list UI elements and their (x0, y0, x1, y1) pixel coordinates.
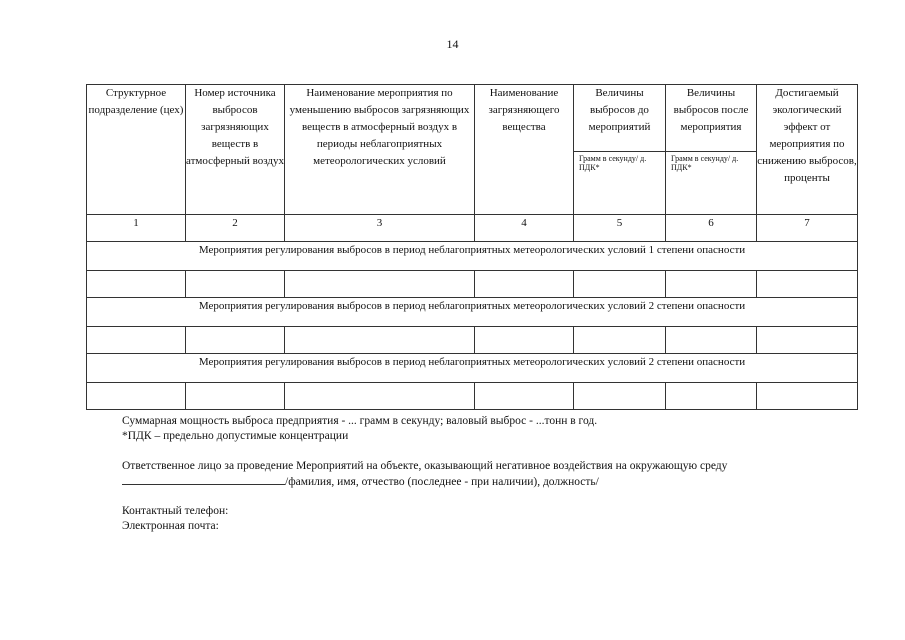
column-numbers-row (87, 215, 858, 242)
header-source-number: Номер источника выбросов загрязняющих веществ в атмосферный воздух (186, 85, 285, 215)
section-row (87, 298, 858, 327)
header-department: Структурное подразделение (цех) (87, 85, 186, 215)
table-cell (574, 327, 666, 354)
header-pollutant-name: Наименование загрязняющего вещества (475, 85, 574, 215)
contact-email-label: Электронная почта: (122, 520, 219, 532)
responsible-person-label: Ответственное лицо за проведение Мероприятий на объекте, оказывающий негативное воздействия на окружающую среду (122, 460, 728, 472)
section-row (87, 242, 858, 271)
signature-blank (122, 474, 285, 485)
table-cell (87, 327, 186, 354)
table-cell (757, 383, 858, 410)
table-cell (574, 383, 666, 410)
table-cell (285, 383, 475, 410)
table-cell (666, 271, 757, 298)
header-measure-name: Наименование мероприятия по уменьшению выбросов загрязняющих веществ в атмосферный воздух в периоды неблагоприятных метеорологических условий (285, 85, 475, 215)
column-number: 1 (87, 215, 186, 242)
pdk-footnote: *ПДК – предельно допустимые концентрации (122, 430, 349, 442)
section-title-degree-1: Мероприятия регулирования выбросов в период неблагоприятных метеорологических условий 1 степени опасности (87, 242, 858, 271)
table-cell (186, 271, 285, 298)
table-cell (475, 271, 574, 298)
signature-line (122, 474, 599, 490)
table-cell (475, 327, 574, 354)
table-header-row (87, 85, 858, 152)
section-title-degree-2-repeat: Мероприятия регулирования выбросов в период неблагоприятных метеорологических условий 2 степени опасности (87, 354, 858, 383)
column-number: 3 (285, 215, 475, 242)
header-ecological-effect: Достигаемый экологический эффект от мероприятия по снижению выбросов, проценты (757, 85, 858, 215)
contact-phone-label: Контактный телефон: (122, 505, 229, 517)
column-number: 5 (574, 215, 666, 242)
section-row (87, 354, 858, 383)
table-cell (757, 327, 858, 354)
table-cell (666, 327, 757, 354)
table-cell (87, 271, 186, 298)
table-cell (574, 271, 666, 298)
header-emissions-before: Величины выбросов до мероприятий (574, 85, 666, 152)
column-number: 7 (757, 215, 858, 242)
table-cell (285, 327, 475, 354)
column-number: 2 (186, 215, 285, 242)
table-row (87, 383, 858, 410)
column-number: 4 (475, 215, 574, 242)
header-emissions-after: Величины выбросов после мероприятия (666, 85, 757, 152)
total-emission-note: Суммарная мощность выброса предприятия - ... грамм в секунду; валовый выброс - ...тонн в год. (122, 415, 598, 427)
table-row (87, 271, 858, 298)
table-cell (475, 383, 574, 410)
signature-caption: /фамилия, имя, отчество (последнее - при наличии), должность/ (285, 476, 599, 488)
table-cell (186, 327, 285, 354)
page-number: 14 (446, 37, 459, 51)
subheader-before-units: Грамм в секунду/ д. ПДК* (574, 151, 666, 214)
table-cell (666, 383, 757, 410)
emissions-table (86, 84, 858, 410)
table-cell (285, 271, 475, 298)
subheader-after-units: Грамм в секунду/ д. ПДК* (666, 151, 757, 214)
table-cell (186, 383, 285, 410)
table-row (87, 327, 858, 354)
table-cell (87, 383, 186, 410)
column-number: 6 (666, 215, 757, 242)
section-title-degree-2: Мероприятия регулирования выбросов в период неблагоприятных метеорологических условий 2 степени опасности (87, 298, 858, 327)
table-cell (757, 271, 858, 298)
